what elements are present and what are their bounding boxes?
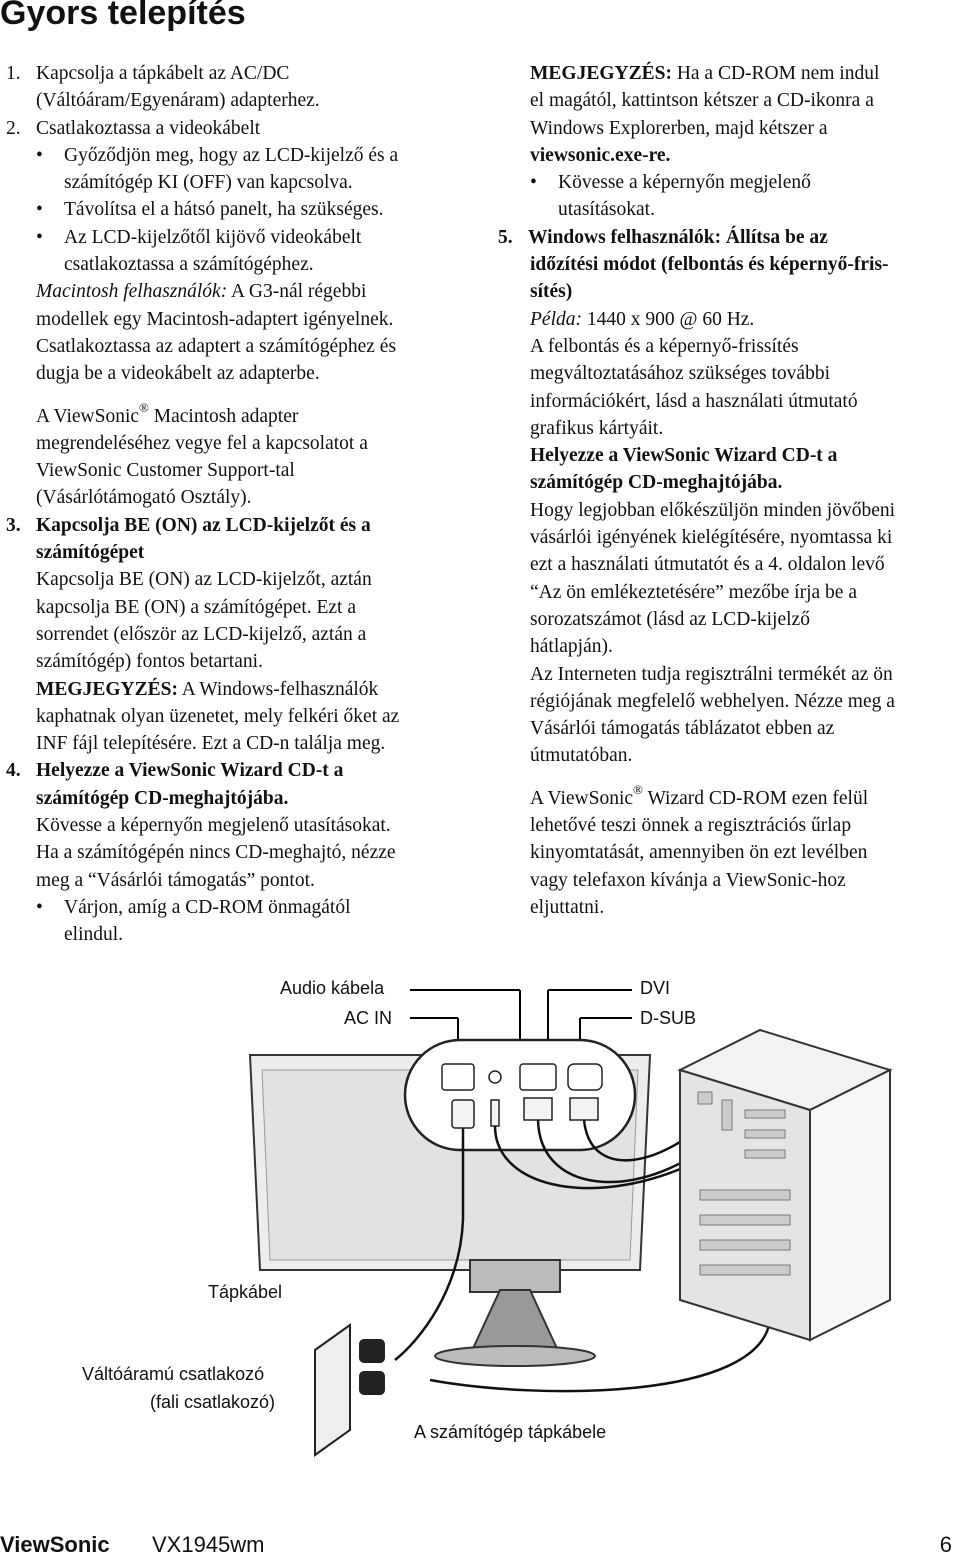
cdrom-note: MEGJEGYZÉS: Ha a CD-ROM nem indul el magától, kattintson kétszer a CD-ikonra a Windows Explorerben, majd kétszer a viewsonic.exe-re. bbox=[530, 63, 880, 166]
resolution-paragraph: A felbontás és a képernyő-frissítés megváltoztatásához szükséges további információkért, lásd a használati útmutató grafikus kártyáit. bbox=[530, 335, 858, 439]
step-5-heading: 5. Windows felhasználók: Állítsa be az bbox=[498, 226, 828, 248]
step-4-heading: 4. Helyezze a ViewSonic Wizard CD-t a bbox=[6, 760, 344, 782]
step-2-bullet-1: • Győződjön meg, hogy az LCD-kijelző és a számítógép KI (OFF) van kapcsolva. bbox=[6, 142, 474, 197]
left-column bbox=[6, 60, 474, 949]
step-1-line-2: (Váltóáram/Egyenáram) adapterhez. bbox=[36, 90, 320, 112]
mac-paragraph: Macintosh felhasználók: A G3-nál régebbi modellek egy Macintosh-adaptert igényelnek. Csatlakoztassa az adaptert a számítógéphez és dugja be a videokábelt az adapterbe. bbox=[36, 281, 397, 385]
step-4-bullet-1: • Várjon, amíg a CD-ROM önmagától elindul. bbox=[6, 894, 474, 949]
timing-example: Példa: 1440 x 900 @ 60 Hz. bbox=[530, 308, 755, 330]
wizard-paragraph: A ViewSonic® Wizard CD-ROM ezen felül lehetővé teszi önnek a regisztrációs űrlap kinyomtatását, amennyiben ön ezt levélben vagy telefaxon kívánja a ViewSonic-hoz eljuttatni. bbox=[530, 781, 869, 918]
step-3-heading: 3. Kapcsolja BE (ON) az LCD-kijelzőt és a bbox=[6, 514, 371, 536]
monitor-ports bbox=[442, 1064, 602, 1090]
label-outlet-sub: (fali csatlakozó) bbox=[150, 1392, 276, 1412]
step-5-heading-cont: időzítési módot (felbontás és képernyő-fris- sítés) bbox=[530, 254, 889, 303]
step-2-heading: 2. Csatlakoztassa a videokábelt bbox=[6, 117, 261, 139]
step-4-body: Kövesse a képernyőn megjelenő utasításokat. Ha a számítógépén nincs CD-meghajtó, nézze meg a “Vásárlói támogatás” pontot. bbox=[36, 815, 396, 891]
step-3-heading-line-2: számítógépet bbox=[36, 542, 145, 564]
label-pc-power-cable: A számítógép tápkábele bbox=[414, 1422, 607, 1442]
label-dvi: DVI bbox=[640, 978, 671, 998]
label-audio-cable: Audio kábela bbox=[280, 978, 385, 998]
wizard-cd-heading: Helyezze a ViewSonic Wizard CD-t a számítógép CD-meghajtójába. bbox=[530, 445, 838, 494]
right-column bbox=[498, 60, 960, 921]
cdrom-bullet: • Kövesse a képernyőn megjelenő utasításokat. bbox=[498, 169, 960, 224]
label-ac-in: AC IN bbox=[344, 1008, 393, 1028]
audio-port bbox=[489, 1071, 501, 1083]
dsub-port bbox=[568, 1064, 602, 1090]
label-power-cable: Tápkábel bbox=[208, 1282, 283, 1302]
computer-tower bbox=[680, 1030, 890, 1340]
internet-paragraph: Az Interneten tudja regisztrálni termékét az ön régiójának megfelelő webhelyen. Nézze meg a Vásárlói támogatás táblázatot ebben az útmutatóban. bbox=[530, 663, 895, 767]
wall-outlet bbox=[315, 1325, 384, 1455]
page-title: Gyors telepítés bbox=[0, 0, 246, 32]
step-1: 1. Kapcsolja a tápkábelt az AC/DC bbox=[6, 63, 290, 84]
connection-diagram bbox=[0, 960, 960, 1480]
windows-note: MEGJEGYZÉS: A Windows-felhasználók kaphatnak olyan üzenetet, mely felkéri őket az INF fájl telepítésére. Ezt a CD-n találja meg. bbox=[36, 678, 400, 755]
label-dsub: D-SUB bbox=[640, 1008, 697, 1028]
viewsonic-adapter-paragraph: A ViewSonic® Macintosh adapter megrendeléséhez vegye fel a kapcsolatot a ViewSonic Customer Support-tal (Vásárlótámogató Osztály). bbox=[36, 399, 368, 509]
page-number: 6 bbox=[939, 1532, 952, 1557]
prepare-paragraph: Hogy legjobban előkészüljön minden jövőbeni vásárlói igényének kielégítésére, nyomtassa ki ezt a használati útmutatót és a 4. oldalon levő “Az ön emlékeztetésére” mezőbe írja be a sorozatszámot (lásd az LCD-kijelző hátlapján). bbox=[530, 499, 896, 658]
step-2-bullet-3: • Az LCD-kijelzőtől kijövő videokábelt csatlakoztassa a számítógéphez. bbox=[6, 224, 474, 279]
dvi-port bbox=[520, 1064, 556, 1090]
step-2-bullet-2: • Távolítsa el a hátsó panelt, ha szükséges. bbox=[6, 196, 474, 223]
ac-in-port bbox=[442, 1064, 474, 1090]
step-4-heading-line-2: számítógép CD-meghajtójába. bbox=[36, 787, 289, 809]
footer-model: VX1945wm bbox=[152, 1532, 265, 1557]
label-outlet: Váltóáramú csatlakozó bbox=[82, 1364, 265, 1384]
step-3-body: Kapcsolja BE (ON) az LCD-kijelzőt, aztán kapcsolja BE (ON) a számítógépet. Ezt a sorrendet (először az LCD-kijelző, aztán a számítógép) fontos betartani. bbox=[36, 569, 372, 673]
footer-brand: ViewSonic bbox=[0, 1532, 110, 1557]
